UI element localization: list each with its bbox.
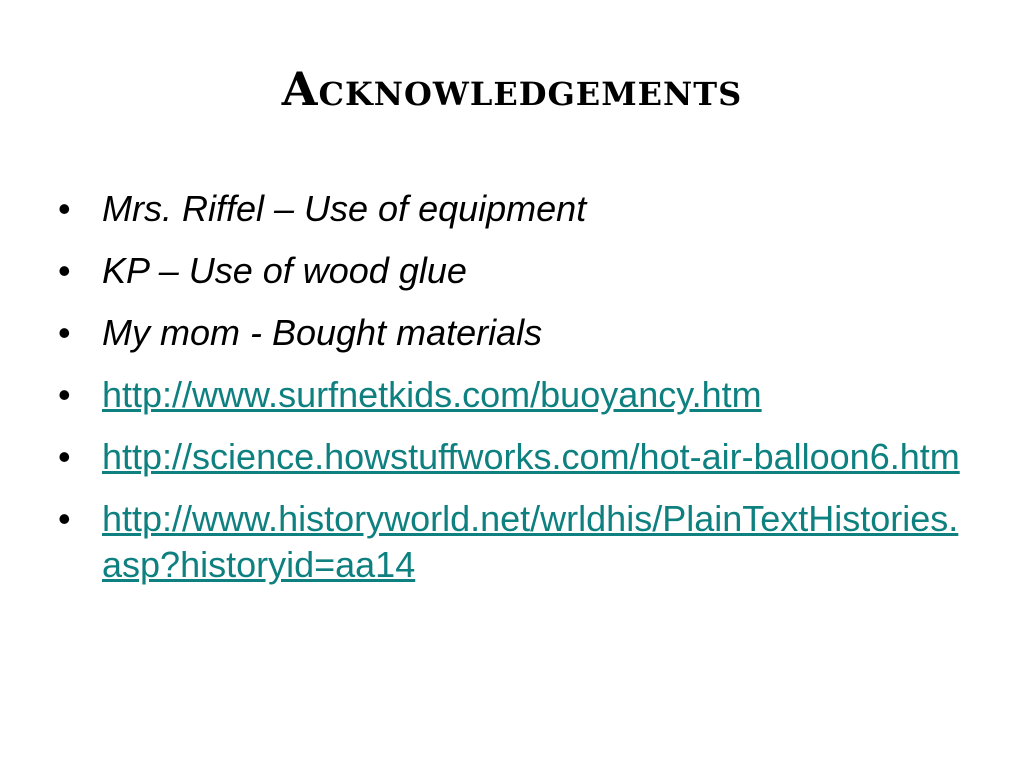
list-item xyxy=(58,248,968,294)
reference-link[interactable]: http://science.howstuffworks.com/hot-air-balloon6.htm xyxy=(102,436,960,477)
bullet-icon: • xyxy=(58,436,71,477)
list-item xyxy=(58,372,968,418)
list-item xyxy=(58,310,968,356)
bullet-icon: • xyxy=(58,250,71,291)
slide-title: Acknowledgements xyxy=(281,62,743,116)
list-item xyxy=(58,434,968,480)
bullet-icon: • xyxy=(58,374,71,415)
reference-link[interactable]: http://www.historyworld.net/wrldhis/PlainTextHistories.asp?historyid=aa14 xyxy=(102,498,959,585)
bullet-icon: • xyxy=(58,312,71,353)
bullet-list xyxy=(58,186,968,604)
bullet-icon: • xyxy=(58,498,71,539)
acknowledgement-text: Mrs. Riffel – Use of equipment xyxy=(102,188,587,229)
bullet-icon: • xyxy=(58,188,71,229)
list-item xyxy=(58,186,968,232)
reference-link[interactable]: http://www.surfnetkids.com/buoyancy.htm xyxy=(102,374,762,415)
acknowledgement-text: KP – Use of wood glue xyxy=(102,250,467,291)
list-item xyxy=(58,496,968,588)
acknowledgement-text: My mom - Bought materials xyxy=(102,312,543,353)
